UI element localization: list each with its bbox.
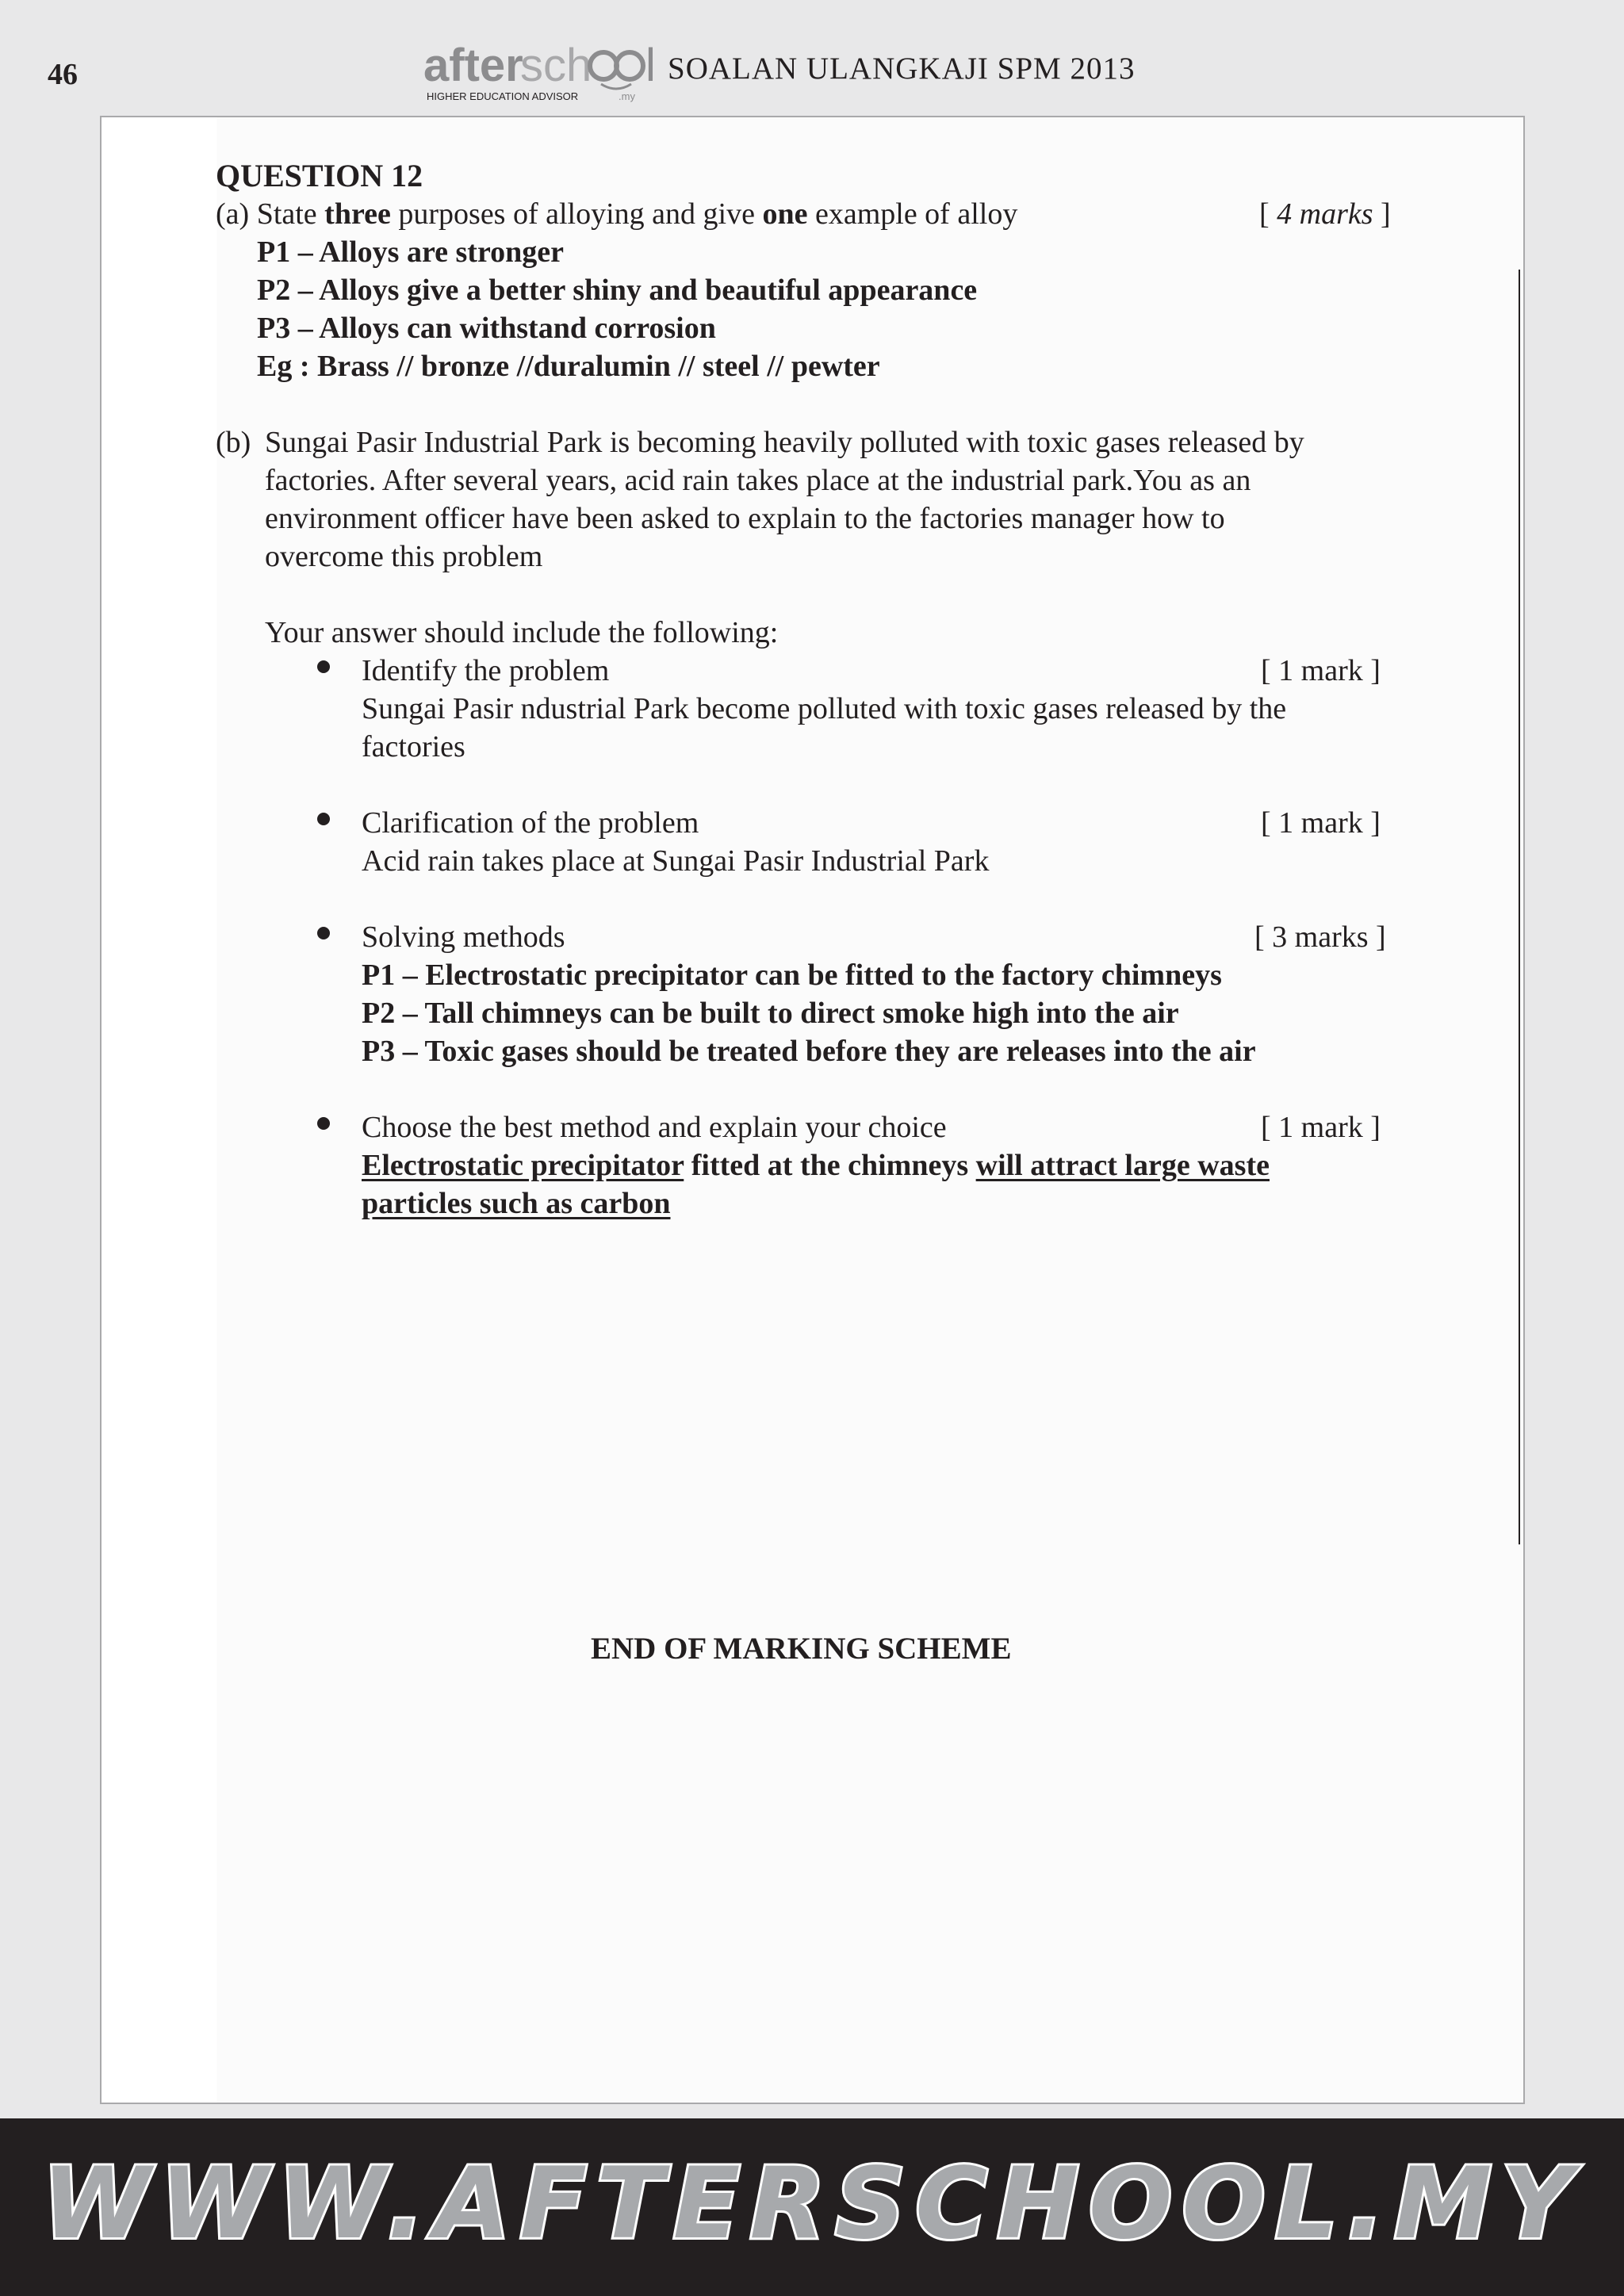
item-1-answer-line-2: factories xyxy=(362,730,465,763)
logo-wordmark-dark: after xyxy=(423,40,523,91)
item-1-marks: [ 1 mark ] xyxy=(1261,654,1381,687)
item-3-answer-p2: P2 – Tall chimneys can be built to direct smoke high into the air xyxy=(362,997,1179,1030)
bullet-icon xyxy=(317,1117,330,1130)
part-a-prompt-3: example of alloy xyxy=(807,197,1018,231)
page-number: 46 xyxy=(48,58,78,91)
item-2-marks: [ 1 mark ] xyxy=(1261,806,1381,840)
item-4-answer-line-2 xyxy=(362,1184,671,1223)
part-a-answer-1: P1 – Alloys are stronger xyxy=(257,235,564,269)
part-b-scenario-line-2: factories. After several years, acid rain takes place at the industrial park.You as an xyxy=(265,464,1251,497)
footer-band xyxy=(0,2118,1624,2296)
part-b-instruction: Your answer should include the following: xyxy=(265,616,779,649)
part-a-marks: [ 4 marks ] xyxy=(1259,197,1391,231)
afterschool-logo xyxy=(420,36,658,108)
part-b-scenario-line-3: environment officer have been asked to explain to the factories manager how to xyxy=(265,502,1225,535)
end-of-marking-scheme: END OF MARKING SCHEME xyxy=(591,1632,1012,1666)
content-frame xyxy=(100,116,1525,2104)
logo-smile-icon xyxy=(601,84,631,89)
part-b-scenario-line-1: Sungai Pasir Industrial Park is becoming heavily polluted with toxic gases released by xyxy=(265,426,1304,459)
part-a-prompt-1: State xyxy=(256,197,325,231)
part-a-answer-2: P2 – Alloys give a better shiny and beautiful appearance xyxy=(257,274,978,307)
logo-domain: .my xyxy=(619,90,635,102)
item-4-answer-underlined-1: Electrostatic precipitator xyxy=(362,1149,684,1182)
question-title: QUESTION 12 xyxy=(216,158,423,193)
item-3-answer-p3: P3 – Toxic gases should be treated before they are releases into the air xyxy=(362,1035,1256,1068)
part-a-marks-text: 4 marks xyxy=(1277,197,1373,231)
item-2-answer-line-1: Acid rain takes place at Sungai Pasir Industrial Park xyxy=(362,844,990,878)
bullet-icon xyxy=(317,660,330,673)
part-b-label: (b) xyxy=(216,426,251,459)
header-title: SOALAN ULANGKAJI SPM 2013 xyxy=(668,52,1136,86)
item-2-heading: Clarification of the problem xyxy=(362,806,699,840)
part-a-prompt-bold-2: one xyxy=(762,197,808,231)
part-a-answer-3: P3 – Alloys can withstand corrosion xyxy=(257,312,716,345)
logo-wordmark-end: l xyxy=(645,40,656,91)
part-a-label: (a) xyxy=(216,197,250,231)
item-3-heading: Solving methods xyxy=(362,920,565,954)
logo-tagline: HIGHER EDUCATION ADVISOR xyxy=(427,90,579,102)
logo-o-1-icon xyxy=(590,52,617,79)
part-a-prompt-2: purposes of alloying and give xyxy=(390,197,763,231)
bullet-icon xyxy=(317,813,330,825)
margin-rule xyxy=(1519,270,1520,1544)
part-a-prompt xyxy=(216,195,1017,233)
item-4-answer-underlined-2: will attract large waste xyxy=(975,1149,1270,1182)
footer-url: WWW.AFTERSCHOOL.MY xyxy=(41,2147,1583,2261)
item-4-answer-underlined-3: particles such as carbon xyxy=(362,1187,671,1220)
item-4-heading: Choose the best method and explain your choice xyxy=(362,1111,947,1144)
footer-url-art xyxy=(0,2118,1624,2296)
item-3-answer-p1: P1 – Electrostatic precipitator can be fitted to the factory chimneys xyxy=(362,959,1222,992)
bullet-icon xyxy=(317,927,330,939)
logo-wordmark-light: sch xyxy=(520,40,592,91)
item-1-heading: Identify the problem xyxy=(362,654,610,687)
part-b-scenario-line-4: overcome this problem xyxy=(265,540,543,573)
logo-o-2-icon xyxy=(616,52,643,79)
item-4-marks: [ 1 mark ] xyxy=(1261,1111,1381,1144)
item-1-answer-line-1: Sungai Pasir ndustrial Park become polluted with toxic gases released by the xyxy=(362,692,1287,725)
part-a-example: Eg : Brass // bronze //duralumin // steel // pewter xyxy=(257,350,880,383)
item-4-answer-line-1 xyxy=(362,1146,1270,1184)
item-4-answer-mid: fitted at the chimneys xyxy=(684,1149,976,1182)
item-3-marks: [ 3 marks ] xyxy=(1254,920,1386,954)
part-a-prompt-bold-1: three xyxy=(324,197,391,231)
afterschool-logo-mark xyxy=(420,36,658,108)
